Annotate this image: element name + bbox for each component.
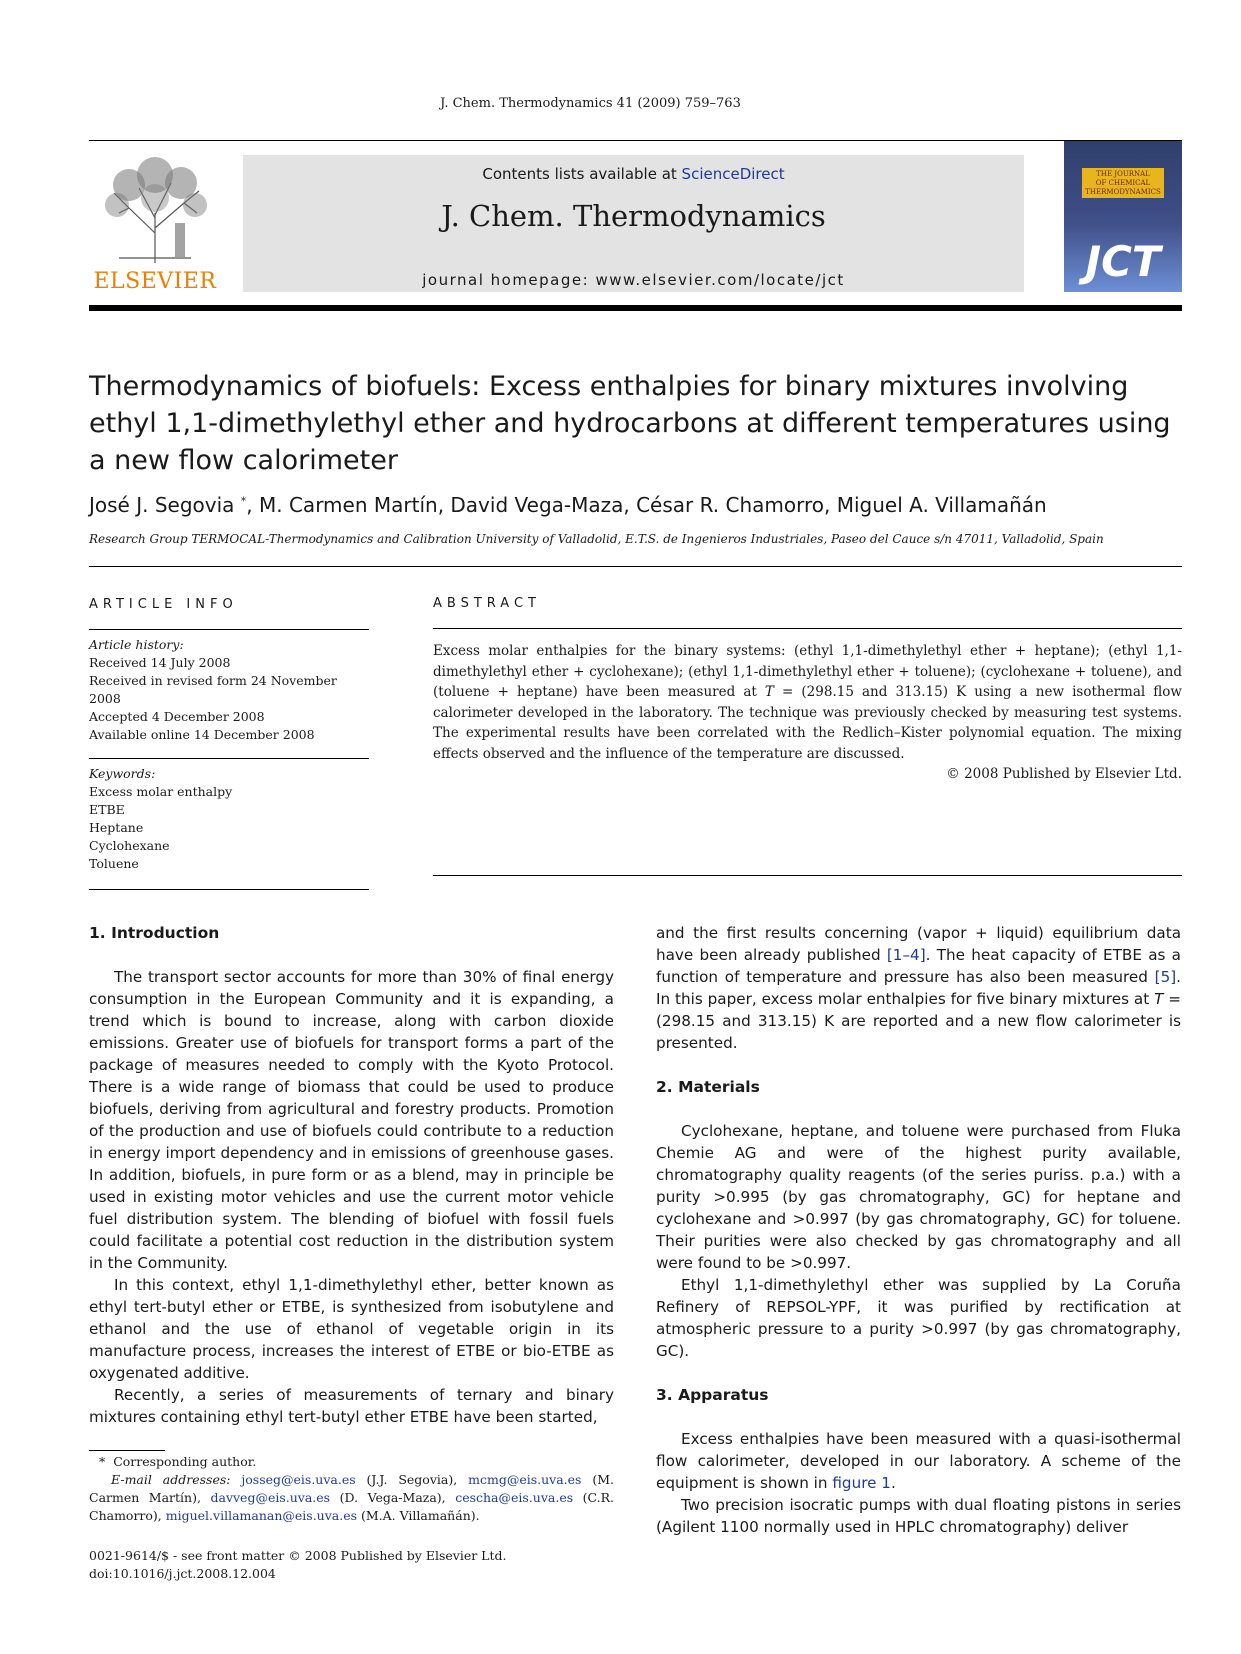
spacer bbox=[89, 944, 614, 966]
journal-homepage[interactable]: journal homepage: www.elsevier.com/locate/jct bbox=[422, 271, 845, 289]
right-column bbox=[656, 922, 1181, 1538]
figure-link[interactable]: figure 1 bbox=[832, 1474, 891, 1492]
keywords-label: Keywords: bbox=[89, 766, 156, 781]
text-run: . bbox=[890, 1474, 896, 1492]
cover-jct-logo: JCT bbox=[1085, 237, 1161, 286]
email-link[interactable]: davveg@eis.uva.es bbox=[210, 1490, 331, 1505]
divider bbox=[89, 758, 369, 759]
cover-line: OF CHEMICAL bbox=[1095, 179, 1151, 187]
email-addresses bbox=[89, 1471, 614, 1525]
text-run: = (298.15 and 313.15) K are reported and a new flow calorimeter is presented. bbox=[656, 990, 1181, 1052]
spacer bbox=[656, 1098, 1181, 1120]
text-run: Excess enthalpies have been measured with a quasi-isothermal flow calorimeter, developed in our laboratory. A scheme of the equipment is shown in bbox=[656, 1430, 1181, 1492]
footnote bbox=[89, 1453, 614, 1525]
cover-title-box bbox=[1082, 168, 1164, 198]
paragraph: Recently, a series of measurements of ternary and binary mixtures containing ethyl tert-butyl ether ETBE have been started, bbox=[89, 1386, 614, 1426]
elsevier-logo[interactable] bbox=[89, 153, 221, 293]
corresponding-label: Corresponding author. bbox=[113, 1454, 257, 1469]
email-link[interactable]: mcmg@eis.uva.es bbox=[468, 1472, 582, 1487]
divider bbox=[89, 566, 1182, 567]
abstract-heading: ABSTRACT bbox=[433, 596, 541, 611]
journal-cover[interactable] bbox=[1064, 141, 1182, 292]
spacer bbox=[656, 1362, 1181, 1384]
abstract-text bbox=[433, 641, 1182, 764]
email-link[interactable]: miguel.villamanan@eis.uva.es bbox=[165, 1508, 358, 1523]
running-head: J. Chem. Thermodynamics 41 (2009) 759–763 bbox=[440, 96, 741, 111]
sciencedirect-link[interactable]: ScienceDirect bbox=[681, 165, 785, 183]
abstract bbox=[433, 596, 1182, 785]
paragraph bbox=[656, 1428, 1181, 1494]
article-info bbox=[89, 596, 369, 890]
history-item: Available online 14 December 2008 bbox=[89, 727, 315, 742]
email-link[interactable]: cescha@eis.uva.es bbox=[455, 1490, 574, 1505]
left-column bbox=[89, 922, 614, 1428]
author-list bbox=[89, 493, 1182, 517]
keyword: Heptane bbox=[89, 820, 144, 835]
reference-link[interactable]: [5] bbox=[1154, 968, 1177, 986]
doi-line[interactable]: doi:10.1016/j.jct.2008.12.004 bbox=[89, 1566, 276, 1581]
paragraph bbox=[656, 922, 1181, 1054]
text-run: . In this paper, excess molar enthalpies for five binary mixtures at bbox=[656, 968, 1181, 1008]
cover-line: THERMODYNAMICS bbox=[1085, 188, 1161, 196]
section-heading-apparatus: 3. Apparatus bbox=[656, 1386, 769, 1404]
abstract-text-part: Excess molar enthalpies for the binary systems: (ethyl 1,1-dimethylethyl ether + heptane); (ethyl 1,1-dimethylethyl ether + cyclohexane); (ethyl 1,1-dimethylethyl ether + toluene); (cyclohexane + toluene), and (toluene + heptane) have been measured at bbox=[433, 643, 1182, 700]
history-item: Received in revised form 24 November 2008 bbox=[89, 673, 337, 706]
keyword: Toluene bbox=[89, 856, 139, 871]
section-heading-introduction: 1. Introduction bbox=[89, 924, 220, 942]
contents-prefix: Contents lists available at bbox=[482, 165, 682, 183]
author-name: José J. Segovia bbox=[89, 493, 235, 517]
elsevier-wordmark: ELSEVIER bbox=[93, 269, 217, 294]
temperature-symbol: T bbox=[1154, 990, 1164, 1008]
email-owner: (M.A. Villamañán). bbox=[357, 1508, 480, 1523]
reference-link[interactable]: [1–4] bbox=[886, 946, 926, 964]
email-label: E-mail addresses: bbox=[111, 1472, 242, 1487]
divider bbox=[89, 629, 369, 630]
history-label: Article history: bbox=[89, 637, 184, 652]
temperature-symbol: T bbox=[764, 684, 774, 700]
paragraph: Two precision isocratic pumps with dual floating pistons in series (Agilent 1100 normally used in HPLC chromatography) deliver bbox=[656, 1496, 1181, 1536]
corresponding-mark[interactable]: * bbox=[240, 494, 247, 508]
front-matter bbox=[89, 1547, 614, 1583]
email-owner: (C.R. Chamorro), bbox=[89, 1490, 615, 1523]
corresponding-note bbox=[89, 1453, 614, 1471]
elsevier-tree-icon bbox=[99, 153, 211, 265]
issn-line: 0021-9614/$ - see front matter © 2008 Published by Elsevier Ltd. bbox=[89, 1548, 507, 1563]
paragraph: Cyclohexane, heptane, and toluene were purchased from Fluka Chemie AG and were of the highest purity available, chromatography quality reagents (of the series puriss. p.a.) with a purity >0.995 (by gas chromatography, GC) for heptane and cyclohexane and >0.997 (by gas chromatography, GC) for toluene. Their purities were also checked by gas chromatography and all were found to be >0.997. bbox=[656, 1122, 1181, 1272]
email-link[interactable]: josseg@eis.uva.es bbox=[241, 1472, 356, 1487]
paragraph: The transport sector accounts for more than 30% of final energy consumption in the European Community and it is expanding, a trend which is bound to increase, along with carbon dioxide emissions. Greater use of biofuels for transport forms a part of the package of measures needed to comply with the Kyoto Protocol. There is a wide range of biomass that could be used to produce biofuels, deriving from agricultural and forestry products. Promotion of the production and use of biofuels could contribute to a reduction in energy import dependency and in emissions of greenhouse gases. In addition, biofuels, in pure form or as a blend, may in principle be used in existing motor vehicles and use the current motor vehicle fuel distribution system. The blending of biofuel with fossil fuels could facilitate a potential cost reduction in the distribution system in the Community. bbox=[89, 968, 614, 1272]
banner-rule bbox=[89, 305, 1182, 311]
spacer bbox=[656, 1406, 1181, 1428]
keyword: Cyclohexane bbox=[89, 838, 170, 853]
abstract-copyright: © 2008 Published by Elsevier Ltd. bbox=[946, 766, 1182, 782]
journal-title: J. Chem. Thermodynamics bbox=[441, 199, 826, 233]
footnote-mark: * bbox=[99, 1454, 106, 1469]
divider bbox=[433, 875, 1182, 876]
history-item: Accepted 4 December 2008 bbox=[89, 709, 265, 724]
divider bbox=[433, 628, 1182, 629]
affiliation: Research Group TERMOCAL-Thermodynamics and Calibration University of Valladolid, E.T.S. de Ingenieros Industriales, Paseo del Cauce s/n 47011, Valladolid, Spain bbox=[89, 532, 1104, 546]
paragraph: In this context, ethyl 1,1-dimethylethyl ether, better known as ethyl tert-butyl ether or ETBE, is synthesized from isobutylene and ethanol and the use of ethanol of vegetable origin in its manufacture process, increases the interest of ETBE or bio-ETBE as oxygenated additive. bbox=[89, 1276, 614, 1382]
divider bbox=[89, 889, 369, 890]
author-names-rest: , M. Carmen Martín, David Vega-Maza, César R. Chamorro, Miguel A. Villamañán bbox=[246, 493, 1047, 517]
journal-banner bbox=[89, 140, 1182, 311]
spacer bbox=[656, 1054, 1181, 1076]
cover-line: THE JOURNAL bbox=[1096, 170, 1150, 178]
text-run: . The heat capacity of ETBE as a function of temperature and pressure has also been measured bbox=[656, 946, 1181, 986]
footnote-rule bbox=[89, 1450, 165, 1451]
paragraph: Ethyl 1,1-dimethylethyl ether was supplied by La Coruña Refinery of REPSOL-YPF, it was purified by rectification at atmospheric pressure to a purity >0.997 (by gas chromatography, GC). bbox=[656, 1276, 1181, 1360]
email-owner: (D. Vega-Maza), bbox=[330, 1490, 456, 1505]
email-owner: (J.J. Segovia), bbox=[355, 1472, 469, 1487]
abstract-text-part: = (298.15 and 313.15) K using a new isothermal flow calorimeter developed in the laboratory. The technique was previously checked by measuring test systems. The experimental results have been correlated with the Redlich–Kister polynomial equation. The mixing effects observed and the influence of the temperature are discussed. bbox=[433, 684, 1182, 762]
section-heading-materials: 2. Materials bbox=[656, 1078, 760, 1096]
text-run: and the first results concerning (vapor + liquid) equilibrium data have been already published bbox=[656, 924, 1181, 964]
keyword: ETBE bbox=[89, 802, 125, 817]
article-info-heading: ARTICLE INFO bbox=[89, 597, 238, 612]
email-owner: (M. Carmen Martín), bbox=[89, 1472, 615, 1505]
history-item: Received 14 July 2008 bbox=[89, 655, 231, 670]
contents-line bbox=[243, 165, 1024, 183]
keyword: Excess molar enthalpy bbox=[89, 784, 233, 799]
paper-title: Thermodynamics of biofuels: Excess enthalpies for binary mixtures involving ethyl 1,1-dimethylethyl ether and hydrocarbons at different temperatures using a new flow calorimeter bbox=[89, 371, 1171, 476]
banner-center bbox=[243, 155, 1024, 292]
